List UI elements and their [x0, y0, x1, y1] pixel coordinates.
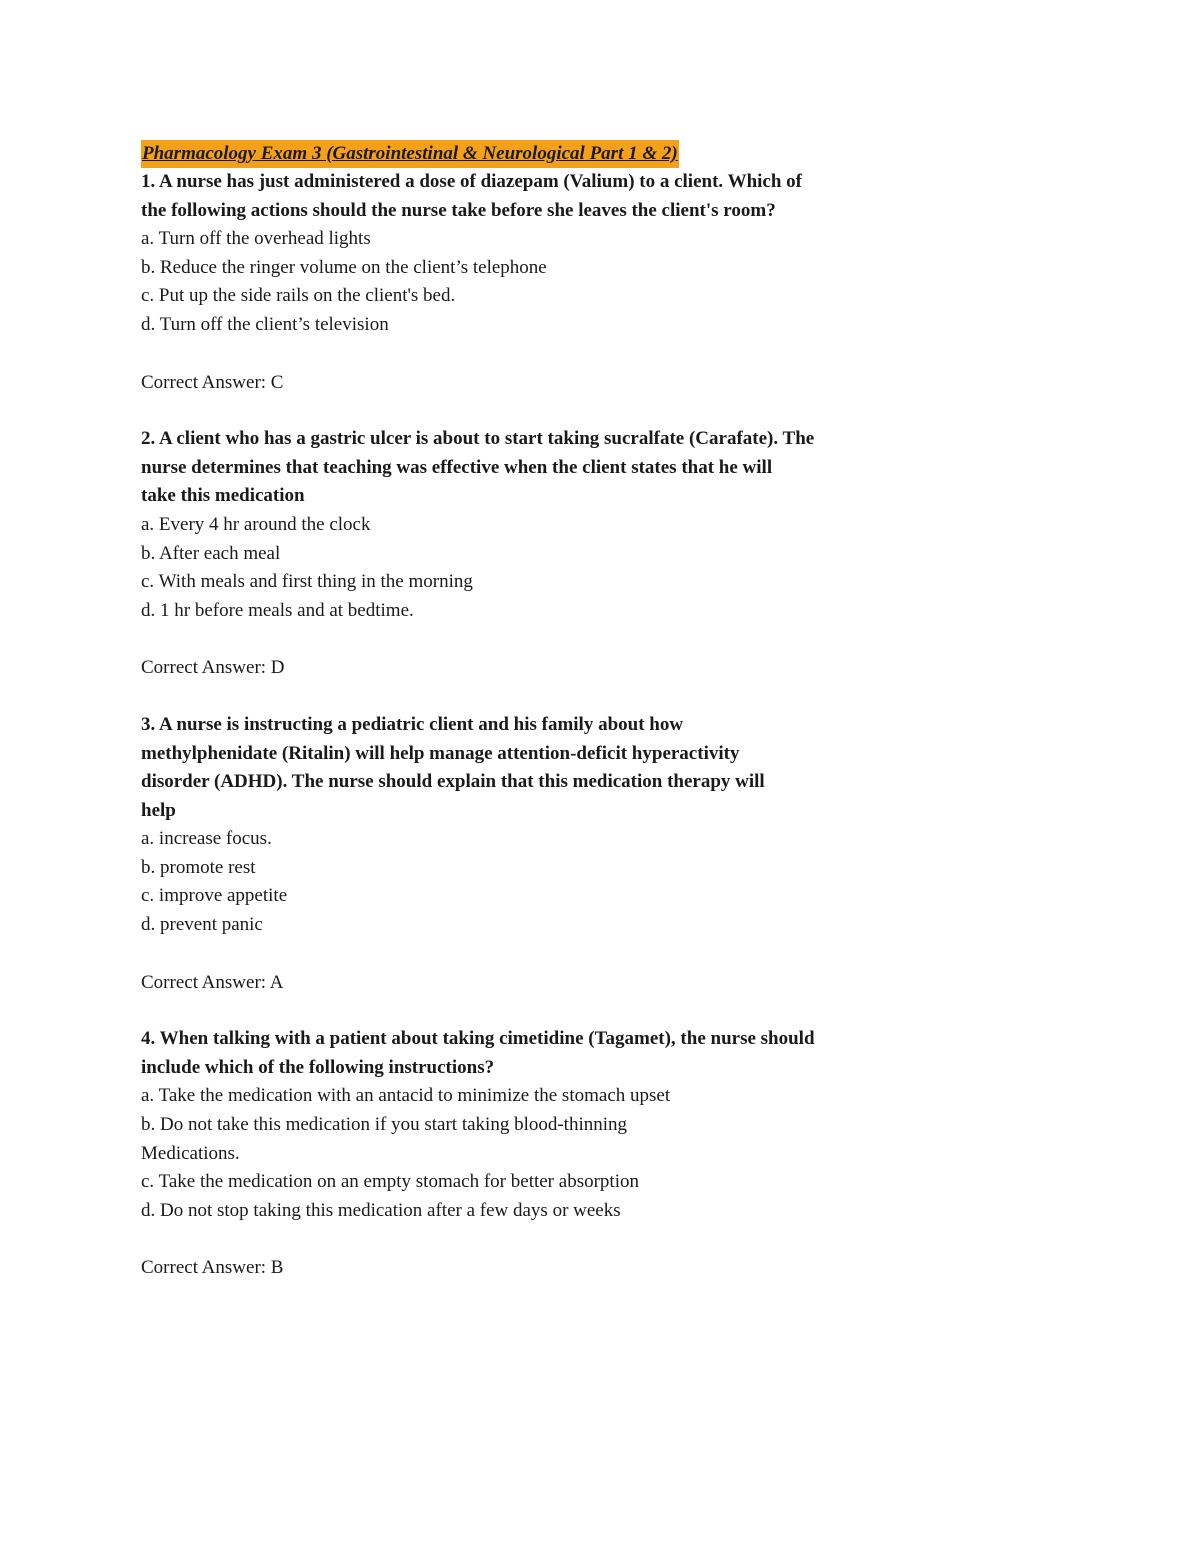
stem-line: disorder (ADHD). The nurse should explain that this medication therapy will: [141, 771, 765, 793]
answer-option-a: a. Turn off the overhead lights: [141, 228, 371, 250]
document-content: [141, 140, 941, 1311]
stem-line: 2. A client who has a gastric ulcer is about to start taking sucralfate (Carafate). The: [141, 428, 815, 450]
stem-line: include which of the following instructions?: [141, 1056, 495, 1078]
stem-line: help: [141, 799, 176, 821]
question-1: [141, 168, 941, 397]
answer-option-a: a. increase focus.: [141, 828, 272, 850]
stem-line: 3. A nurse is instructing a pediatric client and his family about how: [141, 713, 684, 735]
correct-answer: Correct Answer: D: [141, 657, 285, 679]
answer-option-a: a. Take the medication with an antacid to minimize the stomach upset: [141, 1085, 671, 1107]
stem-line: methylphenidate (Ritalin) will help manage attention-deficit hyperactivity: [141, 742, 740, 764]
answer-option-c: c. improve appetite: [141, 885, 288, 907]
answer-option-c: c. Take the medication on an empty stomach for better absorption: [141, 1171, 639, 1193]
question-stem: [141, 425, 941, 511]
stem-line: 1. A nurse has just administered a dose of diazepam (Valium) to a client. Which of: [141, 171, 802, 192]
answer-option-b: b. Do not take this medication if you start taking blood-thinning: [141, 1114, 628, 1136]
answer-option-c: c. With meals and first thing in the morning: [141, 571, 473, 593]
answer-option-a: a. Every 4 hr around the clock: [141, 513, 371, 535]
answer-option-d: d. Turn off the client’s television: [141, 313, 389, 335]
question-2: [141, 425, 941, 683]
answer-option-d: d. 1 hr before meals and at bedtime.: [141, 599, 414, 621]
answer-option-c: c. Put up the side rails on the client's bed.: [141, 285, 456, 307]
stem-line: take this medication: [141, 485, 305, 507]
question-stem: [141, 711, 941, 825]
question-4: [141, 1025, 941, 1283]
stem-line: 4. When talking with a patient about taking cimetidine (Tagamet), the nurse should: [141, 1028, 815, 1050]
answer-option-d: d. prevent panic: [141, 914, 263, 936]
correct-answer: Correct Answer: A: [141, 971, 284, 993]
question-stem: [141, 1025, 941, 1082]
stem-line: nurse determines that teaching was effective when the client states that he will: [141, 456, 773, 478]
answer-option-b-continuation: Medications.: [141, 1142, 240, 1164]
document-title: Pharmacology Exam 3 (Gastrointestinal & Neurological Part 1 & 2): [141, 140, 679, 168]
answer-option-b: b. After each meal: [141, 542, 281, 564]
answer-option-b: b. promote rest: [141, 856, 256, 878]
correct-answer: Correct Answer: C: [141, 371, 284, 393]
correct-answer: Correct Answer: B: [141, 1257, 284, 1279]
question-stem: [141, 168, 941, 225]
stem-line: the following actions should the nurse take before she leaves the client's room?: [141, 199, 776, 221]
question-3: [141, 711, 941, 997]
answer-option-d: d. Do not stop taking this medication after a few days or weeks: [141, 1199, 621, 1221]
answer-option-b: b. Reduce the ringer volume on the client’s telephone: [141, 256, 547, 278]
